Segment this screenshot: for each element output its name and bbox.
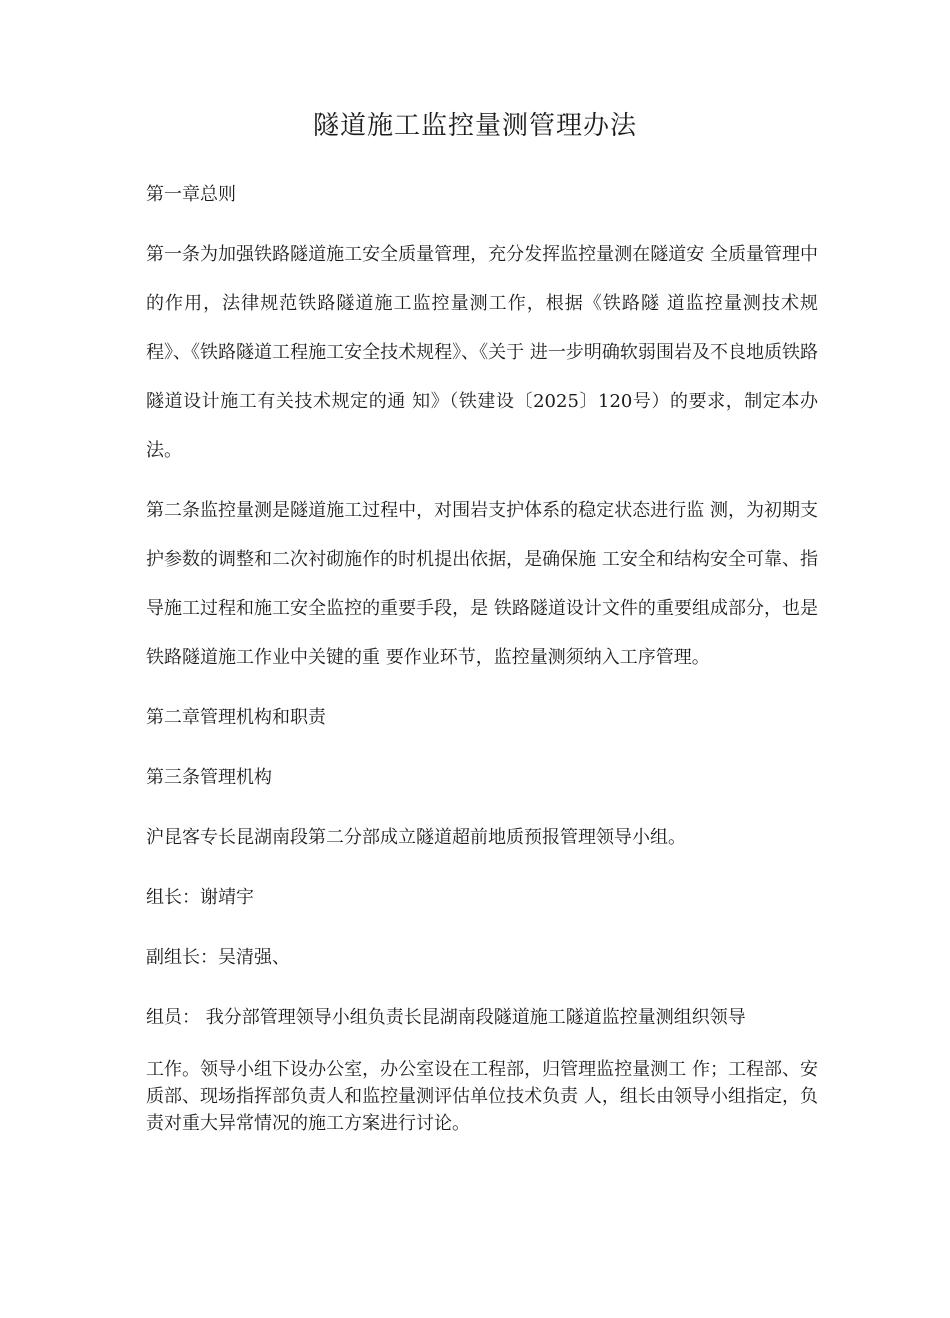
chapter-heading: 第一章总则 xyxy=(146,184,236,205)
chapter-heading: 第二章管理机构和职责 xyxy=(146,707,326,728)
article-heading: 第三条管理机构 xyxy=(146,767,272,788)
article-paragraph: 第二条监控量测是隧道施工过程中，对围岩支护体系的稳定状态进行监 测，为初期支护参数的调整和二次衬砌施作的时机提出依据，是确保施 工安全和结构安全可靠、指导施工过程和施工安全监控的重要手段，是 铁路隧道设计文件的重要组成部分，也是铁路隧道施工作业中关键的重 要作业环节，监控量测须纳入工序管理。 xyxy=(146,500,818,668)
body-paragraph: 工作。领导小组下设办公室，办公室设在工程部，归管理监控量测工 作；工程部、安质部、现场指挥部负责人和监控量测评估单位技术负责 人，组长由领导小组指定，负责对重大异常情况的施工方案进行讨论。 xyxy=(146,1059,818,1134)
members-line: 组员： 我分部管理领导小组负责长昆湖南段隧道施工隧道监控量测组织领导 xyxy=(146,1007,746,1028)
document-body xyxy=(146,170,818,1137)
article-paragraph: 第一条为加强铁路隧道施工安全质量管理，充分发挥监控量测在隧道安 全质量管理中的作用，法律规范铁路隧道施工监控量测工作，根据《铁路隧 道监控量测技术规程》、《铁路隧道工程施工安全技术规程》、《关于 进一步明确软弱围岩及不良地质铁路隧道设计施工有关技术规定的通 知》（铁建设〔2025〕120号）的要求，制定本办法。 xyxy=(146,244,818,461)
deputy-leader-line: 副组长：吴清强、 xyxy=(146,947,290,968)
team-leader-line: 组长：谢靖宇 xyxy=(146,887,254,908)
body-paragraph: 沪昆客专长昆湖南段第二分部成立隧道超前地质预报管理领导小组。 xyxy=(146,827,686,848)
document-title: 隧道施工监控量测管理办法 xyxy=(312,111,637,141)
